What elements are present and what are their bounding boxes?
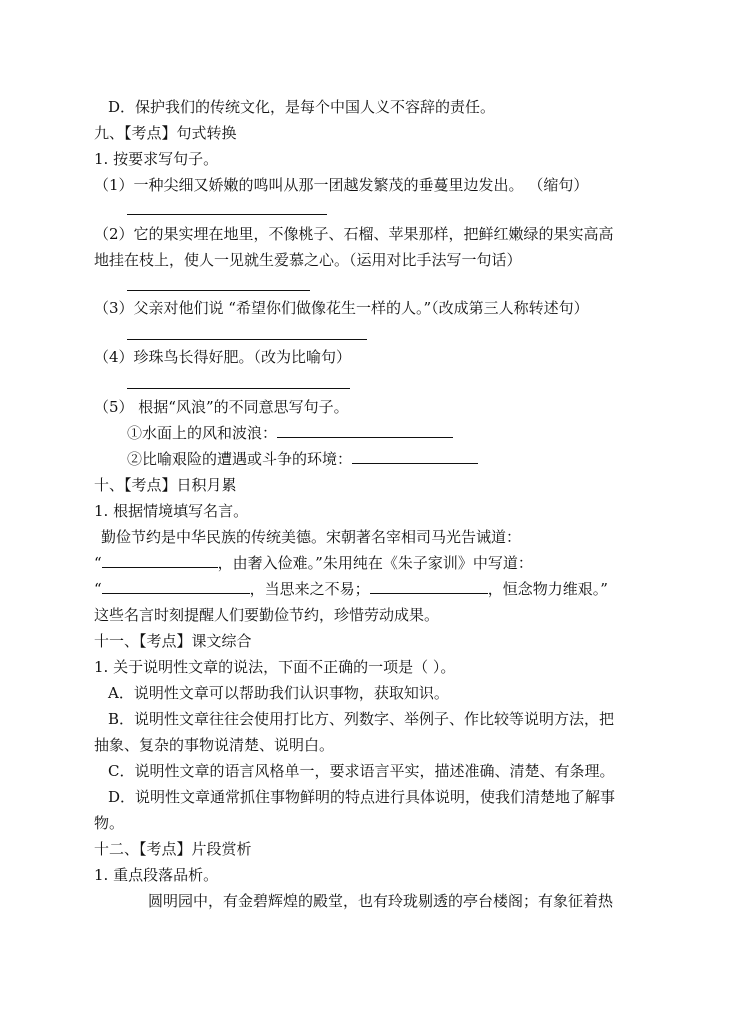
item-1-label: ①水面上的风和波浪： [127,424,278,442]
section-heading-11: 十一、【考点】课文综合 [94,632,252,650]
question-1-prompt-12: 1. 重点段落品析。 [94,866,219,884]
option-d-line2: 物。 [94,814,125,832]
answer-blank-quote-1[interactable] [102,553,218,568]
sub-question-1: （1）一种尖细又娇嫩的鸣叫从那一团越发繁茂的垂蔓里边发出。 （缩句） [94,176,589,194]
passage-text: 圆明园中，有金碧辉煌的殿堂，也有玲珑剔透的亭台楼阁；有象征着热 [148,892,614,910]
option-d-line1[interactable]: D．说明性文章通常抓住事物鲜明的特点进行具体说明，使我们清楚地了解事 [108,788,616,806]
sub-question-3: （3）父亲对他们说 “希望你们做像花生一样的人。”（改成第三人称转述句） [94,299,589,317]
section-heading-10: 十、【考点】日积月累 [94,476,237,494]
section-heading-12: 十二、【考点】片段赏析 [94,840,252,858]
open-quote-2: “ [94,580,102,598]
sub-question-2-line1: （2）它的果实埋在地里，不像桃子、石榴、苹果那样，把鲜红嫩绿的果实高高 [94,225,614,243]
item-2-label: ②比喻艰险的遭遇或斗争的环境： [127,450,353,468]
quote-line-1-rest: ，由奢入俭难。”朱用纯在《朱子家训》中写道： [217,554,533,572]
closing-sentence: 这些名言时刻提醒人们要勤俭节约，珍惜劳动成果。 [94,606,440,624]
question-1-prompt-11: 1. 关于说明性文章的说法，下面不正确的一项是（ ）。 [94,658,456,676]
sub-question-5-item-1 [127,423,453,443]
sub-question-5: （5） 根据“风浪”的不同意思写句子。 [94,398,349,416]
answer-blank-wave[interactable] [277,423,453,438]
answer-line-4[interactable] [127,388,350,389]
sub-question-5-item-2 [127,449,478,469]
answer-line-2[interactable] [127,290,310,291]
option-b-line1[interactable]: B．说明性文章往往会使用打比方、列数字、举例子、作比较等说明方法，把 [108,710,615,728]
quote-line-2-rest: ，恒念物力维艰。” [487,580,608,598]
question-1-prompt: 1. 按要求写句子。 [94,150,219,168]
open-quote: “ [94,554,102,572]
answer-blank-quote-2[interactable] [102,579,250,594]
option-b-line2: 抽象、复杂的事物说清楚、说明白。 [94,736,335,754]
section-heading-9: 九、【考点】句式转换 [94,124,237,142]
option-d-text: D．保护我们的传统文化，是每个中国人义不容辞的责任。 [108,98,496,116]
option-a[interactable]: A．说明性文章可以帮助我们认识事物，获取知识。 [108,684,449,702]
sub-question-4: （4）珍珠鸟长得好肥。（改为比喻句） [94,348,352,366]
quote-fill-line-1 [94,553,533,573]
answer-blank-quote-3[interactable] [370,579,488,594]
quote-fill-line-2 [94,579,608,599]
answer-line-1[interactable] [127,214,327,215]
quote-line-2-mid: ，当思来之不易； [249,580,370,598]
option-c[interactable]: C．说明性文章的语言风格单一，要求语言平实，描述准确、清楚、有条理。 [108,762,615,780]
context-paragraph: 勤俭节约是中华民族的传统美德。宋朝著名宰相司马光告诫道： [101,528,522,546]
answer-blank-hardship[interactable] [352,449,478,464]
answer-line-3[interactable] [127,339,367,340]
sub-question-2-line2: 地挂在枝上，使人一见就生爱慕之心。（运用对比手法写一句话） [94,251,522,269]
question-1-prompt-10: 1. 根据情境填写名言。 [94,502,249,520]
